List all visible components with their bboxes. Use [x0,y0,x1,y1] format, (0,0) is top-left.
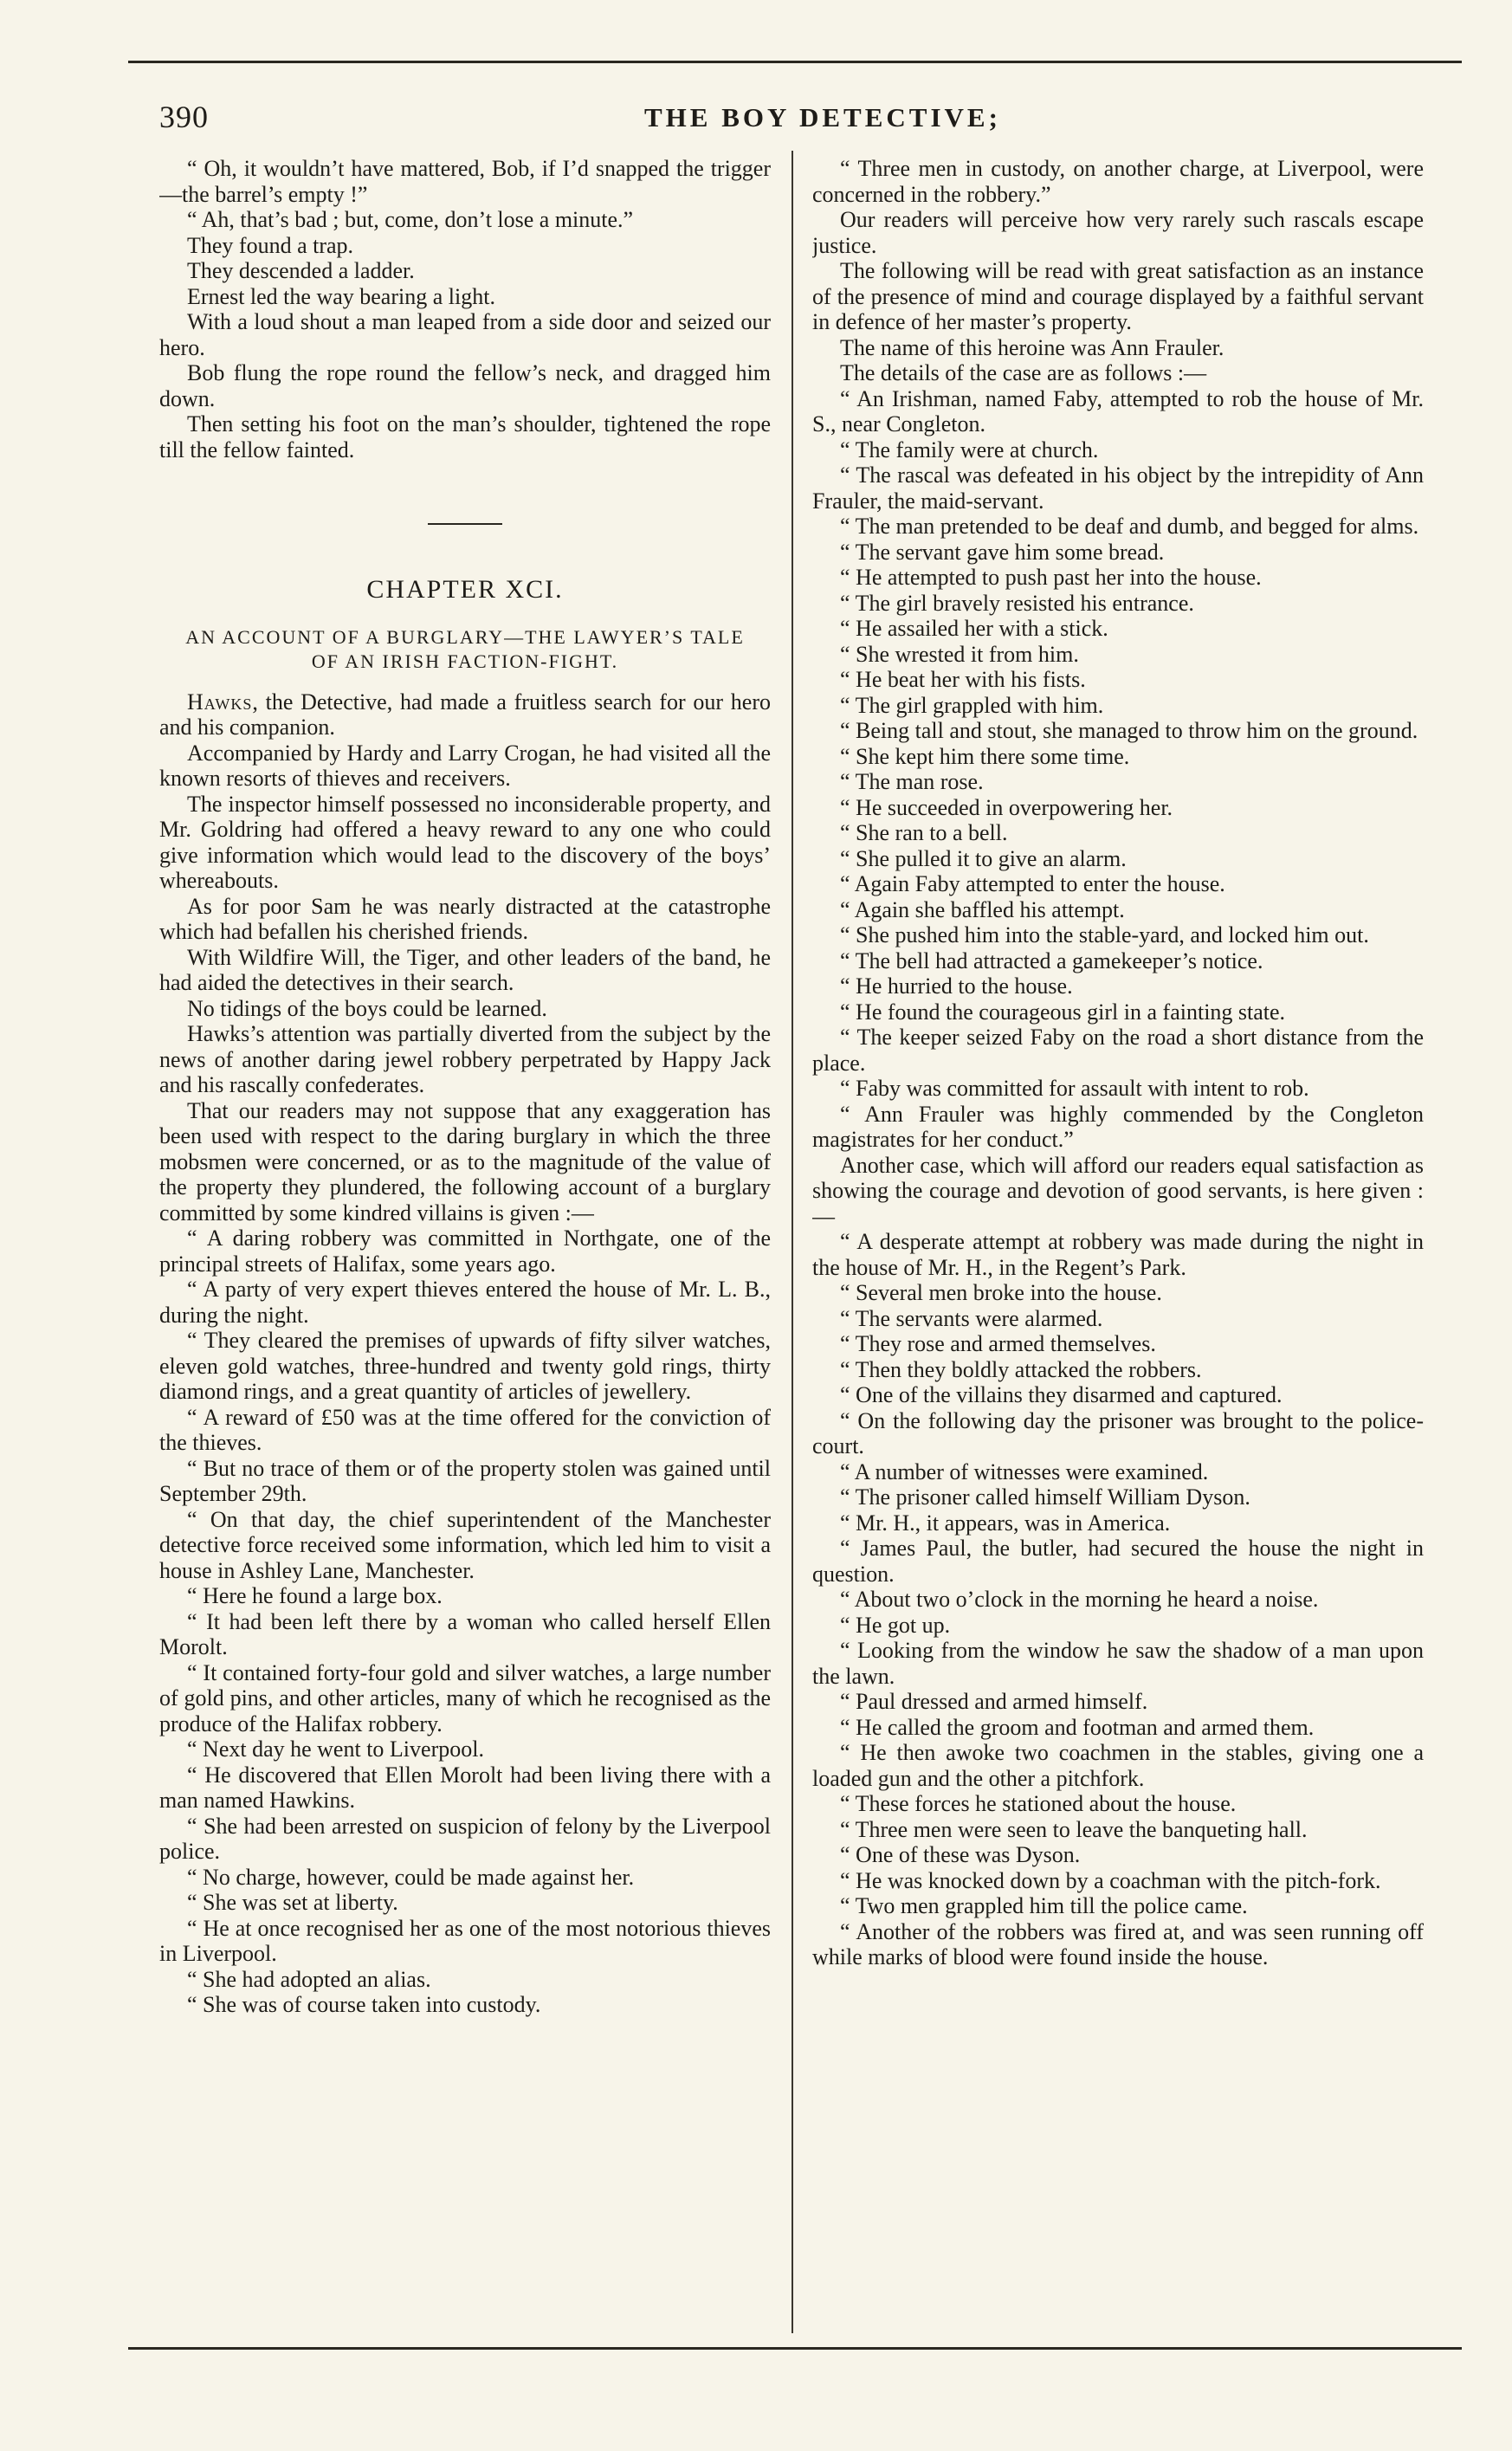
paragraph: “ One of these was Dyson. [840,1842,1081,1867]
paragraph: Accompanied by Hardy and Larry Crogan, he had visited all the known resorts of thieves and receivers. [159,740,771,791]
paragraph: “ She pulled it to give an alarm. [840,845,1127,871]
paragraph: “ They cleared the premises of upwards of fifty silver watches, eleven gold watches, three-hundred and twenty gold rings, thirty diamond rings, and a great quantity of articles of jewellery. [159,1328,771,1404]
paragraph: “ The girl grappled with him. [840,692,1104,718]
paragraph: As for poor Sam he was nearly distracted at the catastrophe which had befallen his cherished friends. [159,893,771,944]
paragraph: “ Faby was committed for assault with intent to rob. [840,1076,1309,1101]
paragraph: “ She ran to a bell. [840,820,1008,845]
paragraph: “ Another of the robbers was fired at, and was seen running off while marks of blood were found inside the house. [812,1918,1424,1969]
paragraph: “ A desperate attempt at robbery was made during the night in the house of Mr. H., in the Regent’s Park. [812,1229,1424,1280]
bottom-rule [128,2347,1462,2350]
paragraph: “ They rose and armed themselves. [840,1331,1156,1356]
paragraph: “ He then awoke two coachmen in the stables, giving one a loaded gun and the other a pitchfork. [812,1740,1424,1791]
paragraph: “ Again Faby attempted to enter the house. [840,871,1225,896]
paragraph: “ Being tall and stout, she managed to throw him on the ground. [840,718,1418,743]
paragraph: “ Next day he went to Liverpool. [187,1736,484,1762]
paragraph: Hawks’s attention was partially diverted from the subject by the news of another daring jewel robbery perpetrated by Happy Jack and his rascally confederates. [159,1021,771,1097]
paragraph: The details of the case are as follows :— [840,360,1207,385]
paragraph: Another case, which will afford our readers equal satisfaction as showing the courage and devotion of good servants, is here given :— [812,1152,1424,1229]
paragraph: “ The servants were alarmed. [840,1305,1103,1331]
paragraph: “ Three men were seen to leave the banqueting hall. [840,1816,1308,1842]
paragraph: They found a trap. [187,232,354,258]
paragraph: “ Two men grappled him till the police came. [840,1893,1248,1918]
paragraph: “ She had been arrested on suspicion of felony by the Liverpool police. [159,1813,771,1864]
paragraph: “ Ah, that’s bad ; but, come, don’t lose a minute.” [187,207,634,232]
paragraph: The name of this heroine was Ann Frauler. [840,334,1224,360]
paragraph: “ Paul dressed and armed himself. [840,1689,1148,1714]
paragraph: “ About two o’clock in the morning he heard a noise. [840,1587,1319,1612]
lead-rest: , the Detective, had made a fruitless search for our hero and his companion. [159,689,771,740]
section-separator [428,523,502,525]
paragraph: With Wildfire Will, the Tiger, and other leaders of the band, he had aided the detectives in their search. [159,944,771,995]
paragraph: That our readers may not suppose that any exaggeration has been used with respect to the daring burglary in which the three mobsmen were concerned, or as to the magnitude of the value of the property they plundered, the following account of a burglary committed by some kindred villains is given :— [159,1097,771,1226]
top-rule [128,61,1462,63]
paragraph: With a loud shout a man leaped from a side door and seized our hero. [159,309,771,360]
paragraph: “ A daring robbery was committed in Northgate, one of the principal streets of Halifax, some years ago. [159,1226,771,1277]
paragraph: “ The girl bravely resisted his entrance. [840,590,1194,616]
left-paragraphs-after [159,740,771,2018]
right-paragraphs [812,156,1424,1970]
paragraph: “ James Paul, the butler, had secured the house the night in question. [812,1536,1424,1587]
running-title: THE BOY DETECTIVE; [644,102,1001,133]
paragraph: “ Looking from the window he saw the shadow of a man upon the lawn. [812,1638,1424,1689]
paragraph: “ He was knocked down by a coachman with the pitch-fork. [840,1867,1381,1893]
paragraph: The inspector himself possessed no inconsiderable property, and Mr. Goldring had offered a heavy reward to any one who could give information which would lead to the discovery of the boys’ whereabouts. [159,791,771,893]
paragraph: “ She was of course taken into custody. [187,1992,541,2017]
paragraph: “ The rascal was defeated in his object by the intrepidity of Ann Frauler, the maid-servant. [812,462,1424,514]
paragraph: The following will be read with great satisfaction as an instance of the presence of mind and courage displayed by a faithful servant in defence of her master’s property. [812,258,1424,334]
paragraph: Then setting his foot on the man’s shoulder, tightened the rope till the fellow fainted. [159,411,771,462]
paragraph: “ He called the groom and footman and armed them. [840,1714,1315,1740]
paragraph: “ He at once recognised her as one of the most notorious thieves in Liverpool. [159,1915,771,1966]
paragraph: “ Then they boldly attacked the robbers. [840,1356,1202,1382]
paragraph: “ The man pretended to be deaf and dumb, and begged for alms. [840,514,1419,539]
column-divider [792,151,793,2333]
paragraph: Ernest led the way bearing a light. [187,283,495,309]
paragraph: “ She wrested it from him. [840,641,1079,667]
paragraph: “ Oh, it wouldn’t have mattered, Bob, if I’d snapped the trigger—the barrel’s empty !” [159,156,771,207]
paragraph: “ Here he found a large box. [187,1583,443,1608]
paragraph: “ She pushed him into the stable-yard, and locked him out. [840,922,1369,947]
paragraph: “ The bell had attracted a gamekeeper’s notice. [840,947,1263,973]
left-column [159,156,771,2356]
paragraph: “ He beat her with his fists. [840,667,1086,692]
paragraph: “ One of the villains they disarmed and captured. [840,1382,1283,1407]
paragraph: “ She was set at liberty. [187,1890,398,1915]
paragraph: They descended a ladder. [187,258,415,283]
paragraph: “ The prisoner called himself William Dyson. [840,1484,1250,1510]
paragraph: No tidings of the boys could be learned. [187,995,547,1021]
paragraph: “ Three men in custody, on another charge, at Liverpool, were concerned in the robbery.” [812,156,1424,207]
paragraph: “ A number of witnesses were examined. [840,1458,1209,1484]
paragraph: “ These forces he stationed about the house. [840,1791,1237,1816]
paragraph: “ She kept him there some time. [840,743,1130,769]
paragraph: “ Again she baffled his attempt. [840,896,1125,922]
page-number: 390 [159,100,209,134]
chapter-lead-paragraph [159,689,771,740]
paragraph: “ It contained forty-four gold and silver watches, a large number of gold pins, and other articles, many of which he recognised as the produce of the Halifax robbery. [159,1659,771,1736]
paragraph: “ He attempted to push past her into the house. [840,565,1262,590]
paragraph: “ He succeeded in overpowering her. [840,794,1173,820]
paragraph: “ He got up. [840,1612,951,1638]
paragraph: “ He hurried to the house. [840,973,1073,999]
paragraph: “ An Irishman, named Faby, attempted to rob the house of Mr. S., near Congleton. [812,385,1424,437]
chapter-title: CHAPTER XCI. [366,575,564,604]
paragraph: “ A party of very expert thieves entered the house of Mr. L. B., during the night. [159,1277,771,1328]
paragraph: Our readers will perceive how very rarely such rascals escape justice. [812,207,1424,258]
paragraph: “ He assailed her with a stick. [840,616,1108,641]
page-header [159,90,1424,151]
paragraph: “ Mr. H., it appears, was in America. [840,1510,1171,1536]
page [128,61,1462,2356]
paragraph: “ He found the courageous girl in a fainting state. [840,999,1286,1025]
paragraph: “ Several men broke into the house. [840,1280,1162,1305]
paragraph: “ On that day, the chief superintendent of the Manchester detective force received some information, which led him to visit a house in Ashley Lane, Manchester. [159,1506,771,1583]
chapter-subtitle: AN ACCOUNT OF A BURGLARY—THE LAWYER’S TALE OF AN IRISH FACTION-FIGHT. [185,625,745,672]
paragraph: “ The man rose. [840,769,984,794]
paragraph: “ The servant gave him some bread. [840,539,1165,565]
paragraph: “ No charge, however, could be made against her. [187,1864,635,1890]
paragraph: “ But no trace of them or of the property stolen was gained until September 29th. [159,1455,771,1506]
right-column [812,156,1424,2356]
paragraph: “ It had been left there by a woman who called herself Ellen Morolt. [159,1608,771,1659]
paragraph: “ The family were at church. [840,437,1099,462]
paragraph: “ He discovered that Ellen Morolt had been living there with a man named Hawkins. [159,1762,771,1813]
paragraph: “ A reward of £50 was at the time offered for the conviction of the thieves. [159,1404,771,1455]
paragraph: “ On the following day the prisoner was brought to the police-court. [812,1407,1424,1458]
lead-word: Hawks [187,689,253,715]
paragraph: Bob flung the rope round the fellow’s neck, and dragged him down. [159,360,771,411]
paragraph: “ Ann Frauler was highly commended by the Congleton magistrates for her conduct.” [812,1101,1424,1152]
left-paragraphs-before [159,156,771,462]
paragraph: “ The keeper seized Faby on the road a short distance from the place. [812,1025,1424,1076]
paragraph: “ She had adopted an alias. [187,1966,431,1992]
